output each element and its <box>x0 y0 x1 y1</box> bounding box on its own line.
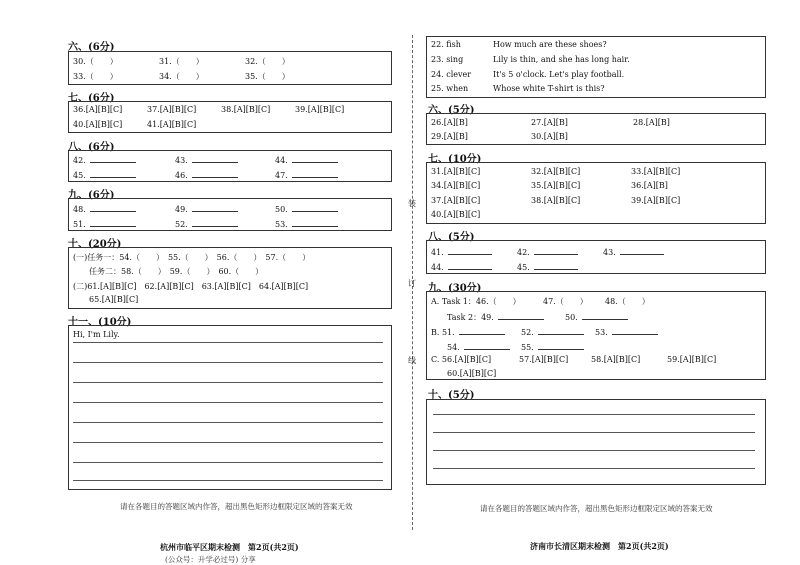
q40[interactable]: 40.[A][B][C] <box>73 120 123 129</box>
q53-blank[interactable] <box>292 218 338 227</box>
vocab-word: 25. when <box>431 84 469 93</box>
q39r[interactable]: 39.[A][B][C] <box>631 196 681 205</box>
q35[interactable]: 35.（ ） <box>245 72 290 81</box>
vocab-sentence: Lily is thin, and she has long hair. <box>493 55 630 64</box>
q42-label: 42. <box>73 156 86 165</box>
cut-mark-1: 装 <box>408 199 416 208</box>
q54-label: 54. <box>447 343 460 352</box>
q41-label: 41. <box>431 248 444 257</box>
r-section-9-box <box>426 291 766 380</box>
q44-blank[interactable] <box>292 154 338 163</box>
right-answer-sheet <box>400 0 800 565</box>
writing-line <box>73 362 383 363</box>
q52r-blank[interactable] <box>538 326 584 335</box>
q51r-label: B. 51. <box>431 328 455 337</box>
q48-blank[interactable] <box>90 203 136 212</box>
q44-label: 44. <box>275 156 288 165</box>
q42r-label: 42. <box>517 248 530 257</box>
q54-blank[interactable] <box>464 341 510 350</box>
section-6-heading: 六、(6分) <box>68 42 115 53</box>
q26[interactable]: 26.[A][B] <box>431 118 468 127</box>
writing-line <box>73 462 383 463</box>
q41[interactable]: 41.[A][B][C] <box>147 120 197 129</box>
q56[interactable]: C. 56.[A][B][C] <box>431 355 492 364</box>
q47-label: 47. <box>275 171 288 180</box>
part2-row[interactable]: (二)61.[A][B][C] 62.[A][B][C] 63.[A][B][C] 64.[A][B][C] <box>73 282 309 291</box>
writing-line <box>73 382 383 383</box>
q31r[interactable]: 31.[A][B][C] <box>431 167 481 176</box>
q59[interactable]: 59.[A][B][C] <box>667 355 717 364</box>
q39[interactable]: 39.[A][B][C] <box>295 105 345 114</box>
section-8-box <box>68 150 392 182</box>
vocab-word: 23. sing <box>431 55 464 64</box>
q50-label: 50. <box>275 205 288 214</box>
q38[interactable]: 38.[A][B][C] <box>221 105 271 114</box>
q38r[interactable]: 38.[A][B][C] <box>531 196 581 205</box>
cut-mark-3: 线 <box>408 356 416 365</box>
q51-label: 51. <box>73 220 86 229</box>
q40r[interactable]: 40.[A][B][C] <box>431 210 481 219</box>
r-section-9-heading: 九、(30分) <box>428 283 482 294</box>
q36[interactable]: 36.[A][B][C] <box>73 105 123 114</box>
q29[interactable]: 29.[A][B] <box>431 132 468 141</box>
q30[interactable]: 30.（ ） <box>73 57 118 66</box>
section-8-heading: 八、(6分) <box>68 142 115 153</box>
q49r-label: Task 2：49. <box>447 313 494 322</box>
right-notice: 请在各题目的答题区域内作答，超出黑色矩形边框限定区域的答案无效 <box>480 504 713 513</box>
section-11-heading: 十一、(10分) <box>68 317 132 328</box>
q53r-blank[interactable] <box>612 326 658 335</box>
q27[interactable]: 27.[A][B] <box>531 118 568 127</box>
q52-label: 52. <box>175 220 188 229</box>
q30r[interactable]: 30.[A][B] <box>531 132 568 141</box>
q50r-label: 50. <box>565 313 578 322</box>
q55-blank[interactable] <box>538 341 584 350</box>
writing-line <box>73 480 383 481</box>
left-notice: 请在各题目的答题区域内作答，超出黑色矩形边框限定区域的答案无效 <box>120 502 353 511</box>
r-section-6-box <box>426 113 766 145</box>
q50r-blank[interactable] <box>582 311 628 320</box>
q44r-label: 44. <box>431 263 444 272</box>
section-9-box <box>68 198 392 231</box>
q52-blank[interactable] <box>192 218 238 227</box>
q47[interactable]: 47.（ ） <box>543 297 588 306</box>
writing-line <box>73 342 383 343</box>
q43r-blank[interactable] <box>620 246 664 255</box>
r-writing-box[interactable] <box>426 399 766 485</box>
writing-line <box>73 442 383 443</box>
q43-label: 43. <box>175 156 188 165</box>
q35r[interactable]: 35.[A][B][C] <box>531 181 581 190</box>
writing-line <box>73 402 383 403</box>
q33r[interactable]: 33.[A][B][C] <box>631 167 681 176</box>
writing-line <box>433 450 755 451</box>
r-section-7-heading: 七、(10分) <box>428 154 482 165</box>
section-7-box <box>68 101 392 133</box>
q49-label: 49. <box>175 205 188 214</box>
q65-row[interactable]: 65.[A][B][C] <box>89 295 139 304</box>
q37r[interactable]: 37.[A][B][C] <box>431 196 481 205</box>
q42-blank[interactable] <box>90 154 136 163</box>
left-page-title: 杭州市临平区期末检测 第2页(共2页) <box>160 542 299 552</box>
section-6-box <box>68 51 392 85</box>
vocab-word: 22. fish <box>431 40 461 49</box>
writing-box[interactable] <box>68 325 392 490</box>
q41-blank[interactable] <box>448 246 492 255</box>
vocab-sentence: How much are these shoes? <box>493 40 607 49</box>
r-section-7-box <box>426 162 766 224</box>
q45-label: 45. <box>73 171 86 180</box>
q52r-label: 52. <box>521 328 534 337</box>
q32r[interactable]: 32.[A][B][C] <box>531 167 581 176</box>
section-10-heading: 十、(20分) <box>68 239 122 250</box>
vocab-sentence: It's 5 o'clock. Let's play football. <box>493 70 625 79</box>
q31[interactable]: 31.（ ） <box>159 57 204 66</box>
q46-blank[interactable] <box>192 169 238 178</box>
task2-row[interactable]: 任务二：58.（ ） 59.（ ） 60.（ ） <box>89 267 264 276</box>
task1-row[interactable]: (一)任务一：54.（ ） 55.（ ） 56.（ ） 57.（ ） <box>73 253 311 262</box>
q50-blank[interactable] <box>292 203 338 212</box>
r-section-8-heading: 八、(5分) <box>428 232 475 243</box>
q28[interactable]: 28.[A][B] <box>633 118 670 127</box>
q45r-blank[interactable] <box>534 261 578 270</box>
q49-blank[interactable] <box>192 203 238 212</box>
q51-blank[interactable] <box>90 218 136 227</box>
writing-line <box>73 422 383 423</box>
q34[interactable]: 34.（ ） <box>159 72 204 81</box>
left-page-sub: (公众号：升学必过号) 分享 <box>165 555 256 564</box>
section-9-heading: 九、(6分) <box>68 190 115 201</box>
writing-line <box>433 468 755 469</box>
q49r-blank[interactable] <box>498 311 544 320</box>
writing-start-text: Hi, I'm Lily. <box>73 330 120 339</box>
section-7-heading: 七、(6分) <box>68 93 115 104</box>
q53r-label: 53. <box>595 328 608 337</box>
q58[interactable]: 58.[A][B][C] <box>591 355 641 364</box>
r-section-8-box <box>426 240 766 274</box>
q45r-label: 45. <box>517 263 530 272</box>
right-page-title: 济南市长清区期末检测 第2页(共2页) <box>530 541 669 551</box>
writing-line <box>433 432 755 433</box>
q33[interactable]: 33.（ ） <box>73 72 118 81</box>
q60r[interactable]: 60.[A][B][C] <box>447 369 497 378</box>
q45-blank[interactable] <box>90 169 136 178</box>
q32[interactable]: 32.（ ） <box>245 57 290 66</box>
r-section-10-heading: 十、(5分) <box>428 390 475 401</box>
q48-label: 48. <box>73 205 86 214</box>
q36r[interactable]: 36.[A][B] <box>631 181 668 190</box>
q57[interactable]: 57.[A][B][C] <box>519 355 569 364</box>
q44r-blank[interactable] <box>448 261 492 270</box>
q37[interactable]: 37.[A][B][C] <box>147 105 197 114</box>
r-section-6-heading: 六、(5分) <box>428 105 475 116</box>
q48r[interactable]: 48.（ ） <box>605 297 650 306</box>
writing-line <box>433 414 755 415</box>
vocab-box <box>426 36 766 98</box>
cut-mark-2: 订 <box>408 279 416 288</box>
vocab-word: 24. clever <box>431 70 472 79</box>
vocab-sentence: Whose white T-shirt is this? <box>493 84 605 93</box>
q42r-blank[interactable] <box>534 246 578 255</box>
q46[interactable]: A. Task 1：46.（ ） <box>431 297 521 306</box>
q43-blank[interactable] <box>192 154 238 163</box>
section-10-box <box>68 247 392 309</box>
q34r[interactable]: 34.[A][B][C] <box>431 181 481 190</box>
q47-blank[interactable] <box>292 169 338 178</box>
q51r-blank[interactable] <box>459 326 505 335</box>
q46-label: 46. <box>175 171 188 180</box>
q43r-label: 43. <box>603 248 616 257</box>
q55-label: 55. <box>521 343 534 352</box>
q53-label: 53. <box>275 220 288 229</box>
